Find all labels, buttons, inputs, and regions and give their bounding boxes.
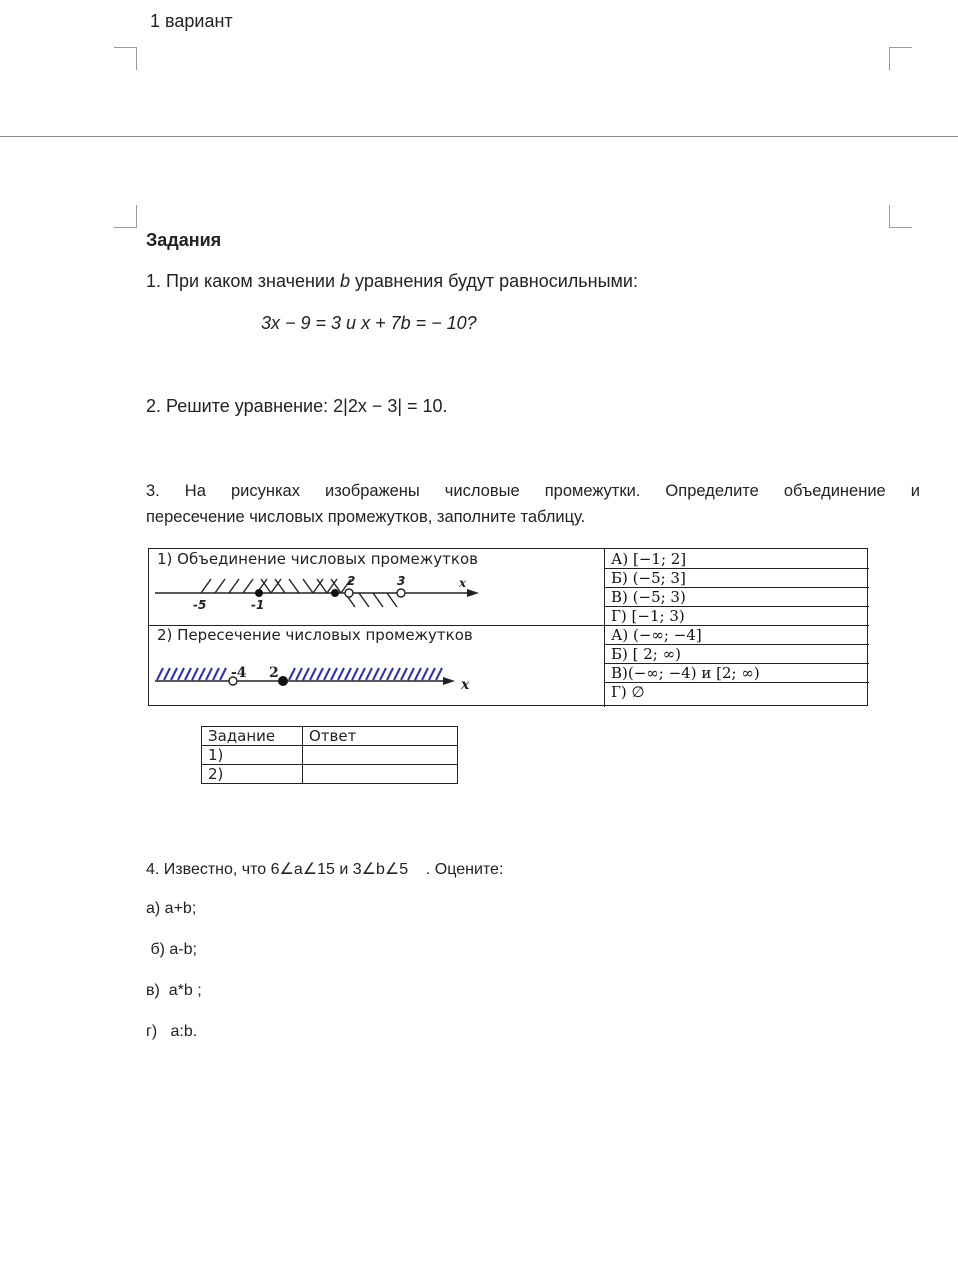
task3-line1: 3. На рисунках изображены числовые промежутки. Определите объединение и	[146, 482, 920, 500]
task4-item-b: б) a-b;	[146, 941, 197, 958]
task1-equation: 3x − 9 = 3 и x + 7b = − 10?	[261, 313, 477, 333]
answer-table	[201, 726, 458, 784]
part1-option-c: В) (−5; 3)	[611, 588, 686, 606]
table-cell-task: 2)	[202, 765, 303, 784]
task1-var: b	[340, 271, 351, 291]
table-row	[202, 765, 458, 784]
union-label-minus1: -1	[251, 598, 265, 612]
table-cell-answer[interactable]	[303, 765, 458, 784]
task4-text: 4. Известно, что 6∠a∠15 и 3∠b∠5 . Оцените:	[146, 861, 504, 878]
part2-title: 2) Пересечение числовых промежутков	[157, 626, 473, 644]
section-title: Задания	[146, 230, 222, 250]
table-header-answer: Ответ	[303, 727, 458, 746]
task1-text	[146, 271, 638, 292]
table-cell-task: 1)	[202, 746, 303, 765]
intersection-label-2: 2	[269, 665, 279, 681]
intervals-figure	[148, 548, 868, 706]
table-row	[202, 746, 458, 765]
task4-item-d: г) a:b.	[146, 1023, 198, 1040]
task1-text-after: уравнения будут равносильными:	[350, 271, 638, 291]
margin-corner-top-right	[889, 47, 912, 70]
number-line-intersection	[153, 657, 483, 697]
figure-divider-vertical	[604, 549, 605, 707]
part2-option-b: Б) [ 2; ∞)	[611, 645, 681, 663]
union-label-3: 3	[397, 574, 406, 588]
intersection-label-x: x	[461, 677, 470, 693]
union-label-x: x	[459, 576, 467, 590]
union-label-2: 2	[347, 574, 356, 588]
variant-label: 1 вариант	[150, 11, 233, 31]
table-header-task: Задание	[202, 727, 303, 746]
table-cell-answer[interactable]	[303, 746, 458, 765]
task3-line2: пересечение числовых промежутков, заполните таблицу.	[146, 508, 586, 526]
part2-option-d: Г) ∅	[611, 683, 645, 701]
part1-option-b: Б) (−5; 3]	[611, 569, 686, 587]
page-break	[0, 136, 958, 137]
task4-item-c: в) a*b ;	[146, 982, 202, 999]
task4-item-a: а) a+b;	[146, 900, 197, 917]
number-line-union	[153, 573, 483, 613]
margin-corner-top-left	[114, 47, 137, 70]
task2-text: 2. Решите уравнение: 2|2x − 3| = 10.	[146, 396, 448, 416]
intersection-label-minus4: -4	[231, 665, 247, 681]
part1-option-d: Г) [−1; 3)	[611, 607, 685, 625]
task3-text	[146, 478, 920, 530]
part2-option-a: А) (−∞; −4]	[611, 626, 702, 644]
union-label-minus5: -5	[193, 598, 207, 612]
margin-corner-bottom-left	[114, 205, 137, 228]
margin-corner-bottom-right	[889, 205, 912, 228]
table-row	[202, 727, 458, 746]
part1-option-a: А) [−1; 2]	[611, 550, 687, 568]
part2-option-c: В)(−∞; −4) и [2; ∞)	[611, 664, 760, 682]
task1-text-before: 1. При каком значении	[146, 271, 341, 291]
part1-title: 1) Объединение числовых промежутков	[157, 550, 478, 568]
